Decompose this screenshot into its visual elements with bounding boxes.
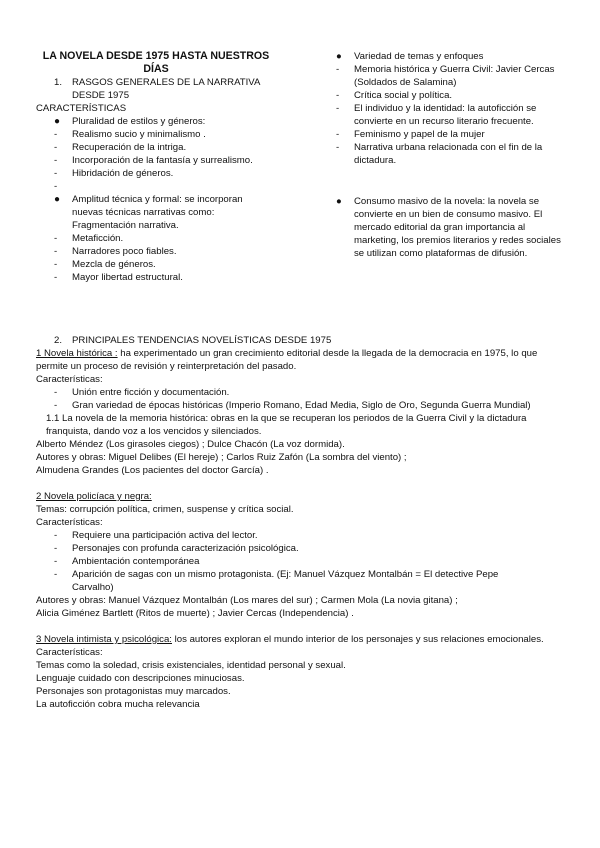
section1-heading: 1. RASGOS GENERALES DE LA NARRATIVA DESDE 1975: [54, 77, 260, 101]
subsection-title: 3 Novela intimista y psicológica:: [36, 634, 172, 645]
list-item: - Realismo sucio y minimalismo .: [54, 129, 206, 140]
list-item: - Metaficción.: [54, 233, 124, 244]
bullet-pluralidad: ● Pluralidad de estilos y géneros:: [54, 116, 206, 127]
list-item: - Feminismo y papel de la mujer: [336, 129, 485, 140]
bullet-amplitud: ● Amplitud técnica y formal: se incorporan nuevas técnicas narrativas como: Fragmentación narrativa.: [54, 194, 243, 231]
bullet-variedad: ● Variedad de temas y enfoques: [336, 51, 484, 62]
left-column: [36, 50, 304, 284]
list-item: - El individuo y la identidad: la autoficción se convierte en un recurso literario frecuente.: [336, 103, 537, 127]
list-item: - Memoria histórica y Guerra Civil: Javier Cercas (Soldados de Salamina): [336, 64, 555, 88]
list-item: - Aparición de sagas con un mismo protagonista. (Ej: Manuel Vázquez Montalbán = El detective Pepe Carvalho): [54, 569, 499, 593]
bullet-consumo: ● Consumo masivo de la novela: la novela se convierte en un bien de consumo masivo. El mercado editorial da gran importancia al marketing, los premios literarios y redes sociales se utilizan como plataformas de difusión.: [336, 196, 561, 259]
list-item: - Recuperación de la intriga.: [54, 142, 187, 153]
list-item: - Personajes con profunda caracterización psicológica.: [54, 543, 299, 554]
memoria-historica: 1.1 La novela de la memoria histórica: obras en la que se recuperan los periodos de la Guerra Civil y la dictadura franquista, dando voz a los vencidos y silenciados.: [46, 413, 527, 437]
bullet-dot-icon: ●: [336, 196, 342, 207]
section2: 2. PRINCIPALES TENDENCIAS NOVELÍSTICAS DESDE 1975 1 Novela histórica : ha experimentado un gran crecimiento editorial desde la llegada de la democracia en 1975, lo que permite un proceso de revisión y reinterpretación del pasado. Características: - Unión entre ficción y documentación. - Gran variedad de épocas históricas (Imperio Romano, Edad Media, Siglo de Oro, Segunda Guerra Mundial) 1.1 La novela de la memoria histórica: obras en la que se recuperan los periodos de la Guerra Civil y la dictadura franquista, dando voz a los vencidos y silenciados. Alberto Méndez (Los girasoles ciegos) ; Dulce Chacón (La voz dormida). Autores y obras: Miguel Delibes (El hereje) ; Carlos Ruiz Zafón (La sombra del viento) ; Almudena Grandes (Los pacientes del doctor García) . 2 Novela policíaca y negra: Temas: corrupción política, crimen, suspense y crítica social. Características: - Requiere una participación activa del lector. - Personajes con profunda caracterización psicológica. - Ambientación contemporánea - Aparición de sagas con un mismo protagonista. (Ej: Manuel Vázquez Montalbán = El detective Pepe Carvalho) Autores y obras: Manuel Vázquez Montalbán (Los mares del sur) ; Carmen Mola (La novia gitana) ; Alicia Giménez Bartlett (Ritos de muerte) ; Javier Cercas (Independencia) . 3 Novela intimista y psicológica: los autores exploran el mundo interior de los personajes y sus relaciones emocionales. Características: Temas como la soledad, crisis existenciales, identidad personal y sexual. Lenguaje cuidado con descripciones minuciosas. Personajes son protagonistas muy marcados. La autoficción cobra mucha relevancia: [36, 334, 566, 711]
list-item: - Narrativa urbana relacionada con el fin de la dictadura.: [336, 142, 543, 166]
list-item: - Gran variedad de épocas históricas (Imperio Romano, Edad Media, Siglo de Oro, Segunda Guerra Mundial): [54, 400, 531, 411]
bullet-dot-icon: ●: [54, 194, 61, 205]
list-item: - Ambientación contemporánea: [54, 556, 200, 567]
list-item: - Crítica social y política.: [336, 90, 453, 101]
text-line: La autoficción cobra mucha relevancia: [36, 699, 200, 710]
subsection-title: 1 Novela histórica :: [36, 348, 118, 359]
list-item: - Unión entre ficción y documentación.: [54, 387, 230, 398]
list-item: - Requiere una participación activa del lector.: [54, 530, 258, 541]
right-column: [336, 50, 566, 260]
novela-intimista: 3 Novela intimista y psicológica: los autores exploran el mundo interior de los personajes y sus relaciones emocionales.: [36, 634, 544, 645]
list-item: - Narradores poco fiables.: [54, 246, 177, 257]
section1-subheading: CARACTERÍSTICAS: [36, 103, 127, 114]
list-item: - Hibridación de géneros.: [54, 168, 174, 179]
list-item: -: [54, 181, 58, 192]
text-line: Lenguaje cuidado con descripciones minuciosas.: [36, 673, 245, 684]
text-line: Personajes son protagonistas muy marcados.: [36, 686, 231, 697]
list-item: - Mayor libertad estructural.: [54, 272, 183, 283]
list-item: - Mezcla de géneros.: [54, 259, 156, 270]
bullet-dot-icon: ●: [54, 116, 61, 127]
subsection-title: 2 Novela policíaca y negra:: [36, 491, 152, 502]
list-item: - Incorporación de la fantasía y surrealismo.: [54, 155, 253, 166]
bullet-dot-icon: ●: [336, 51, 342, 62]
page-title: LA NOVELA DESDE 1975 HASTA NUESTROS DÍAS: [42, 50, 270, 75]
novela-historica: 1 Novela histórica : ha experimentado un gran crecimiento editorial desde la llegada de la democracia en 1975, lo que permite un proceso de revisión y reinterpretación del pasado.: [36, 348, 538, 372]
section2-heading: 2. PRINCIPALES TENDENCIAS NOVELÍSTICAS DESDE 1975: [54, 335, 332, 346]
text-line: Temas como la soledad, crisis existenciales, identidad personal y sexual.: [36, 660, 346, 671]
